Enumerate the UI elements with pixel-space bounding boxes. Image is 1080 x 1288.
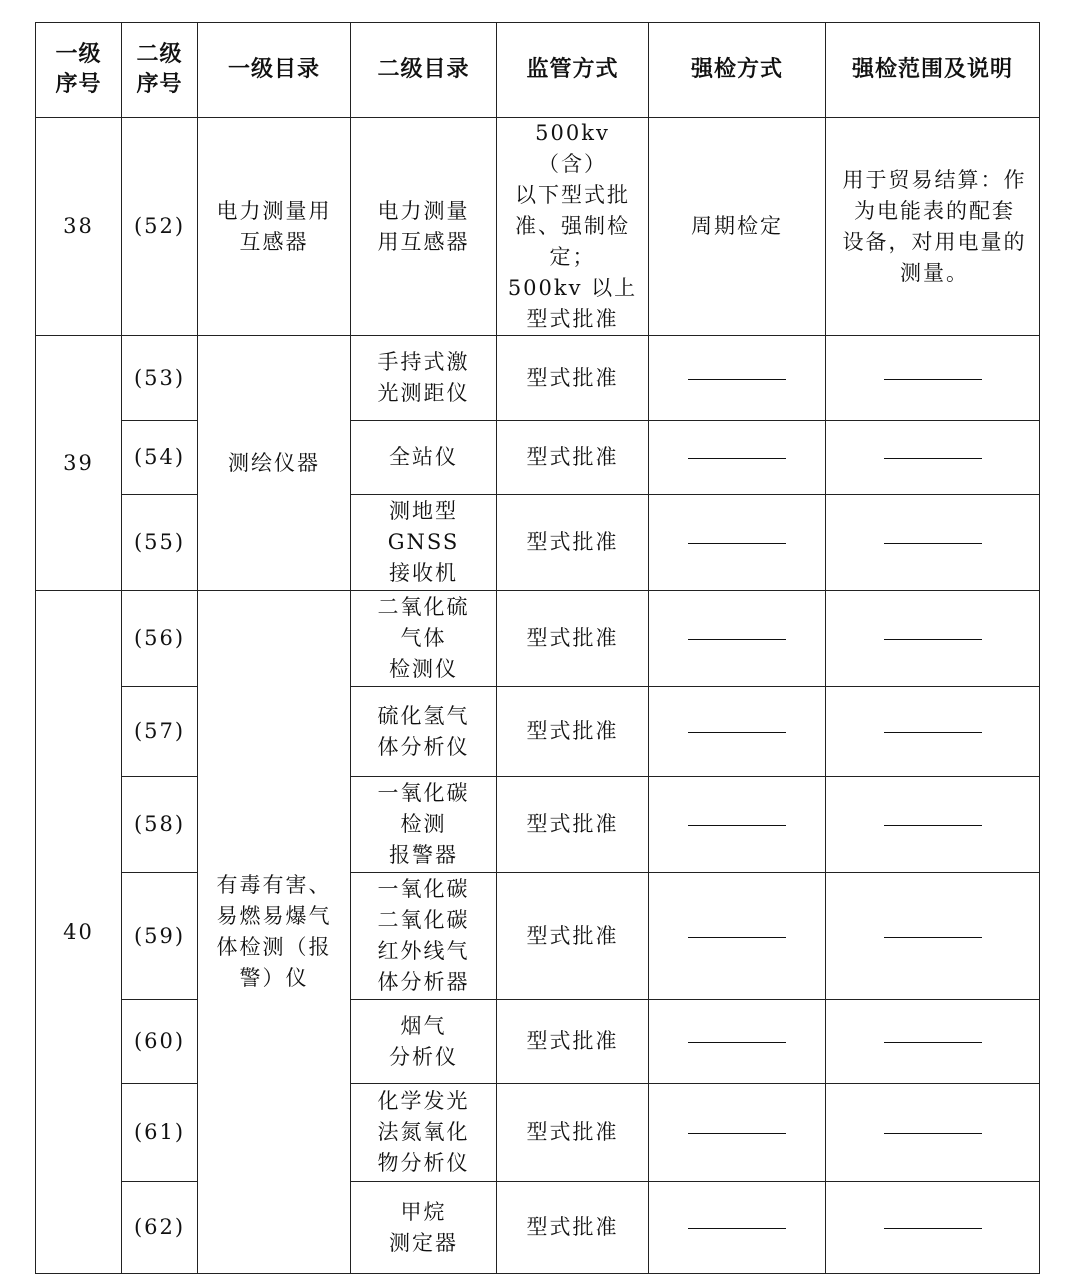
level2-category: 烟气 分析仪 — [351, 1000, 497, 1084]
dash-line — [688, 937, 786, 938]
scope-description — [826, 777, 1040, 873]
inspection-method — [649, 777, 826, 873]
table-row — [36, 1000, 1040, 1084]
level2-no: (60) — [122, 1000, 198, 1084]
inspection-method — [649, 336, 826, 421]
inspection-method — [649, 873, 826, 1000]
supervision-method: 型式批准 — [497, 1182, 649, 1274]
table-row — [36, 777, 1040, 873]
level2-category: 测地型 GNSS 接收机 — [351, 495, 497, 591]
dash-line — [884, 379, 982, 380]
dash-line — [688, 543, 786, 544]
scope-description — [826, 1000, 1040, 1084]
inspection-method: 周期检定 — [649, 118, 826, 336]
supervision-method: 型式批准 — [497, 873, 649, 1000]
scope-description: 用于贸易结算：作 为电能表的配套 设备，对用电量的 测量。 — [826, 118, 1040, 336]
supervision-method: 型式批准 — [497, 1000, 649, 1084]
level1-category: 测绘仪器 — [198, 336, 351, 591]
scope-description — [826, 591, 1040, 687]
inspection-method — [649, 421, 826, 495]
header-scope: 强检范围及说明 — [826, 23, 1040, 118]
level1-category: 有毒有害、 易燃易爆气 体检测（报 警）仪 — [198, 591, 351, 1274]
table-row — [36, 421, 1040, 495]
inspection-method — [649, 1084, 826, 1182]
header-level2-no: 二级 序号 — [122, 23, 198, 118]
level2-no: (56) — [122, 591, 198, 687]
level2-category: 电力测量 用互感器 — [351, 118, 497, 336]
level2-no: (58) — [122, 777, 198, 873]
level2-category: 手持式激 光测距仪 — [351, 336, 497, 421]
level2-category: 硫化氢气 体分析仪 — [351, 687, 497, 777]
supervision-method: 500kv（含） 以下型式批 准、强制检 定； 500kv 以上 型式批准 — [497, 118, 649, 336]
header-level2-category: 二级目录 — [351, 23, 497, 118]
dash-line — [688, 732, 786, 733]
supervision-method: 型式批准 — [497, 495, 649, 591]
dash-line — [688, 1133, 786, 1134]
dash-line — [688, 825, 786, 826]
dash-line — [688, 379, 786, 380]
supervision-method: 型式批准 — [497, 687, 649, 777]
level2-category: 一氧化碳 检测 报警器 — [351, 777, 497, 873]
table-row — [36, 1084, 1040, 1182]
level1-category: 电力测量用 互感器 — [198, 118, 351, 336]
level2-category: 化学发光 法氮氧化 物分析仪 — [351, 1084, 497, 1182]
table-row — [36, 118, 1040, 336]
scope-description — [826, 873, 1040, 1000]
dash-line — [688, 458, 786, 459]
supervision-method: 型式批准 — [497, 777, 649, 873]
level2-category: 全站仪 — [351, 421, 497, 495]
inspection-method — [649, 1182, 826, 1274]
scope-description — [826, 1182, 1040, 1274]
dash-line — [688, 1228, 786, 1229]
header-supervision: 监管方式 — [497, 23, 649, 118]
table-row — [36, 495, 1040, 591]
table-row — [36, 1182, 1040, 1274]
header-inspection: 强检方式 — [649, 23, 826, 118]
level1-no: 40 — [36, 591, 122, 1274]
supervision-method: 型式批准 — [497, 336, 649, 421]
dash-line — [884, 1133, 982, 1134]
inspection-method — [649, 687, 826, 777]
level2-no: (62) — [122, 1182, 198, 1274]
level2-no: (59) — [122, 873, 198, 1000]
inspection-method — [649, 591, 826, 687]
dash-line — [688, 639, 786, 640]
level2-no: (53) — [122, 336, 198, 421]
dash-line — [884, 1228, 982, 1229]
level2-category: 一氧化碳 二氧化碳 红外线气 体分析器 — [351, 873, 497, 1000]
supervision-method: 型式批准 — [497, 591, 649, 687]
dash-line — [884, 543, 982, 544]
dash-line — [884, 639, 982, 640]
scope-description — [826, 687, 1040, 777]
table-row — [36, 687, 1040, 777]
table-row — [36, 591, 1040, 687]
dash-line — [884, 825, 982, 826]
catalog-table — [35, 22, 1040, 1274]
scope-description — [826, 495, 1040, 591]
inspection-method — [649, 1000, 826, 1084]
dash-line — [884, 1042, 982, 1043]
dash-line — [884, 458, 982, 459]
level2-no: (52) — [122, 118, 198, 336]
table-row — [36, 873, 1040, 1000]
dash-line — [884, 937, 982, 938]
scope-description — [826, 336, 1040, 421]
scope-description — [826, 421, 1040, 495]
level2-no: (61) — [122, 1084, 198, 1182]
level2-no: (54) — [122, 421, 198, 495]
inspection-method — [649, 495, 826, 591]
level2-category: 二氧化硫 气体 检测仪 — [351, 591, 497, 687]
dash-line — [688, 1042, 786, 1043]
level1-no: 39 — [36, 336, 122, 591]
level1-no: 38 — [36, 118, 122, 336]
supervision-method: 型式批准 — [497, 1084, 649, 1182]
level2-no: (55) — [122, 495, 198, 591]
scope-description — [826, 1084, 1040, 1182]
header-row — [36, 23, 1040, 118]
level2-category: 甲烷 测定器 — [351, 1182, 497, 1274]
header-level1-no: 一级 序号 — [36, 23, 122, 118]
table-row — [36, 336, 1040, 421]
level2-no: (57) — [122, 687, 198, 777]
dash-line — [884, 732, 982, 733]
supervision-method: 型式批准 — [497, 421, 649, 495]
header-level1-category: 一级目录 — [198, 23, 351, 118]
